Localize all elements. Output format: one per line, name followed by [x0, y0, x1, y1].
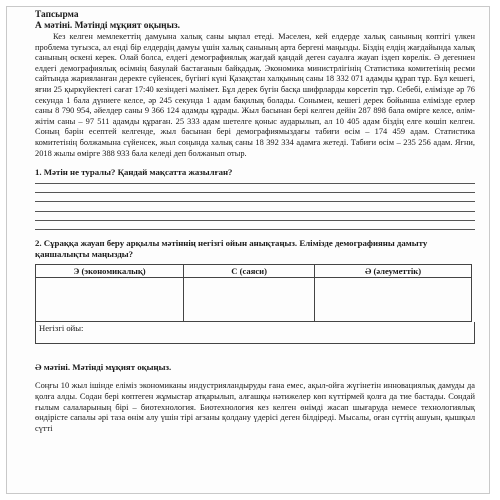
answer-line[interactable] — [35, 220, 475, 221]
answer-line[interactable] — [35, 183, 475, 184]
question-1: 1. Мәтін не туралы? Қандай мақсатта жазылған? — [35, 167, 233, 178]
task-label: Тапсырма — [35, 10, 79, 20]
answer-line[interactable] — [35, 201, 475, 202]
cell-social[interactable] — [315, 278, 472, 322]
answer-line[interactable] — [35, 192, 475, 193]
answer-line[interactable] — [35, 211, 475, 212]
text-b-title: Ә мәтіні. Мәтінді мұқият оқыңыз. — [35, 362, 172, 373]
text-a-body: Кез келген мемлекеттің дамуына халық саны ықпал етеді. Мәселен, кей елдерде халық санының көптігі үлкен проблема туғызса, ал енді бір елдердің дамуы үшін халық санының арта бергені маңызды. Біздің елдің жағдайында халық санының өскені керек. Олай болса, елдегі демографиялық жағдай қандай деген сауалға жауап іздеп көрелік. Ә дегеннен елдегі демографиялық өсімнің баяулай бастағанын байқадық. Экономика министрлігінің Статистика комитетінің ресми сайтында жарияланған деректе сүйенсек, бүгінгі күні Қазақстан халқының саны 18 332 071 адамды құрап тұр. Бұл кешегі, яғни 25 қыркүйектегі сағат 17:40 кезіндегі мәлімет. Бұл дерек бүгін басқа шифрларды көрсетіп тұр. Себебі, елімізде әр 76 секунда 1 бала дүниеге келсе, әр 245 секунда 1 адам бақилық болады. Сонымен, кешегі дерек бойынша елімізде ерлер саны 8 790 954, әйелдер саны 9 366 124 адамды құрады. Жыл басынан бері келген дейін 287 898 бала өмірге келсе, өлім-жітім саны – 97 511 адамды құраған. 25 333 адам шетелге қоныс аударылып, ал 10 405 адам біздің елге көшіп келген. Соның бәрін есептей келгенде, жыл басынан бері демографиямыздағы табиғи өсім – 174 459 адам. Статистика комитетінің болжамына сүйенсек, жыл соңында халық саны 18 392 334 адамға жетеді. Табиғи өсім – 235 256 адам. Яғни, 2018 жылы өмірге 388 933 бала келеді деп болжанып отыр. — [35, 32, 475, 158]
main-idea-label: Негізгі ойы: — [39, 323, 84, 334]
pes-table — [35, 264, 472, 322]
main-idea-row[interactable] — [35, 322, 475, 344]
header-social: Ә (әлеуметтік) — [315, 265, 472, 278]
header-economic: Э (экономикалық) — [36, 265, 184, 278]
text-a-title: А мәтіні. Мәтінді мұқият оқыңыз. — [35, 21, 181, 31]
header-political: С (саяси) — [184, 265, 315, 278]
worksheet — [6, 6, 490, 494]
answer-lines-1[interactable] — [35, 183, 475, 230]
answer-line[interactable] — [35, 229, 475, 230]
worksheet-content — [35, 7, 475, 434]
cell-political[interactable] — [184, 278, 315, 322]
text-b-body: Соңғы 10 жыл ішінде еліміз экономиканы индустрияландыруды ғана емес, ақыл-ойға жүгінетін инновациялық дамуды да қолға алды. Содан бері көптеген жұмыстар атқарылып, алғашқы нәтижелер көп күттірмей қолға да тие бастады. Сондай ғылым салаларының бірі – биотехнология. Биотехнология кез келген өнімді жасап шығаруда немесе технологиялық өндірісте сапалы әрі таза өнім алу үшін тірі ағзаны қолдану үдерісі деген білдіреді. Мысалы, оған сүттің ашуын, қышқыл сүтті — [35, 381, 475, 433]
question-2: 2. Сұраққа жауап беру арқылы мәтіннің негізгі ойын анықтаңыз. Елімізде демографияны дамыту қаншалықты маңызды? — [35, 238, 428, 259]
cell-economic[interactable] — [36, 278, 184, 322]
